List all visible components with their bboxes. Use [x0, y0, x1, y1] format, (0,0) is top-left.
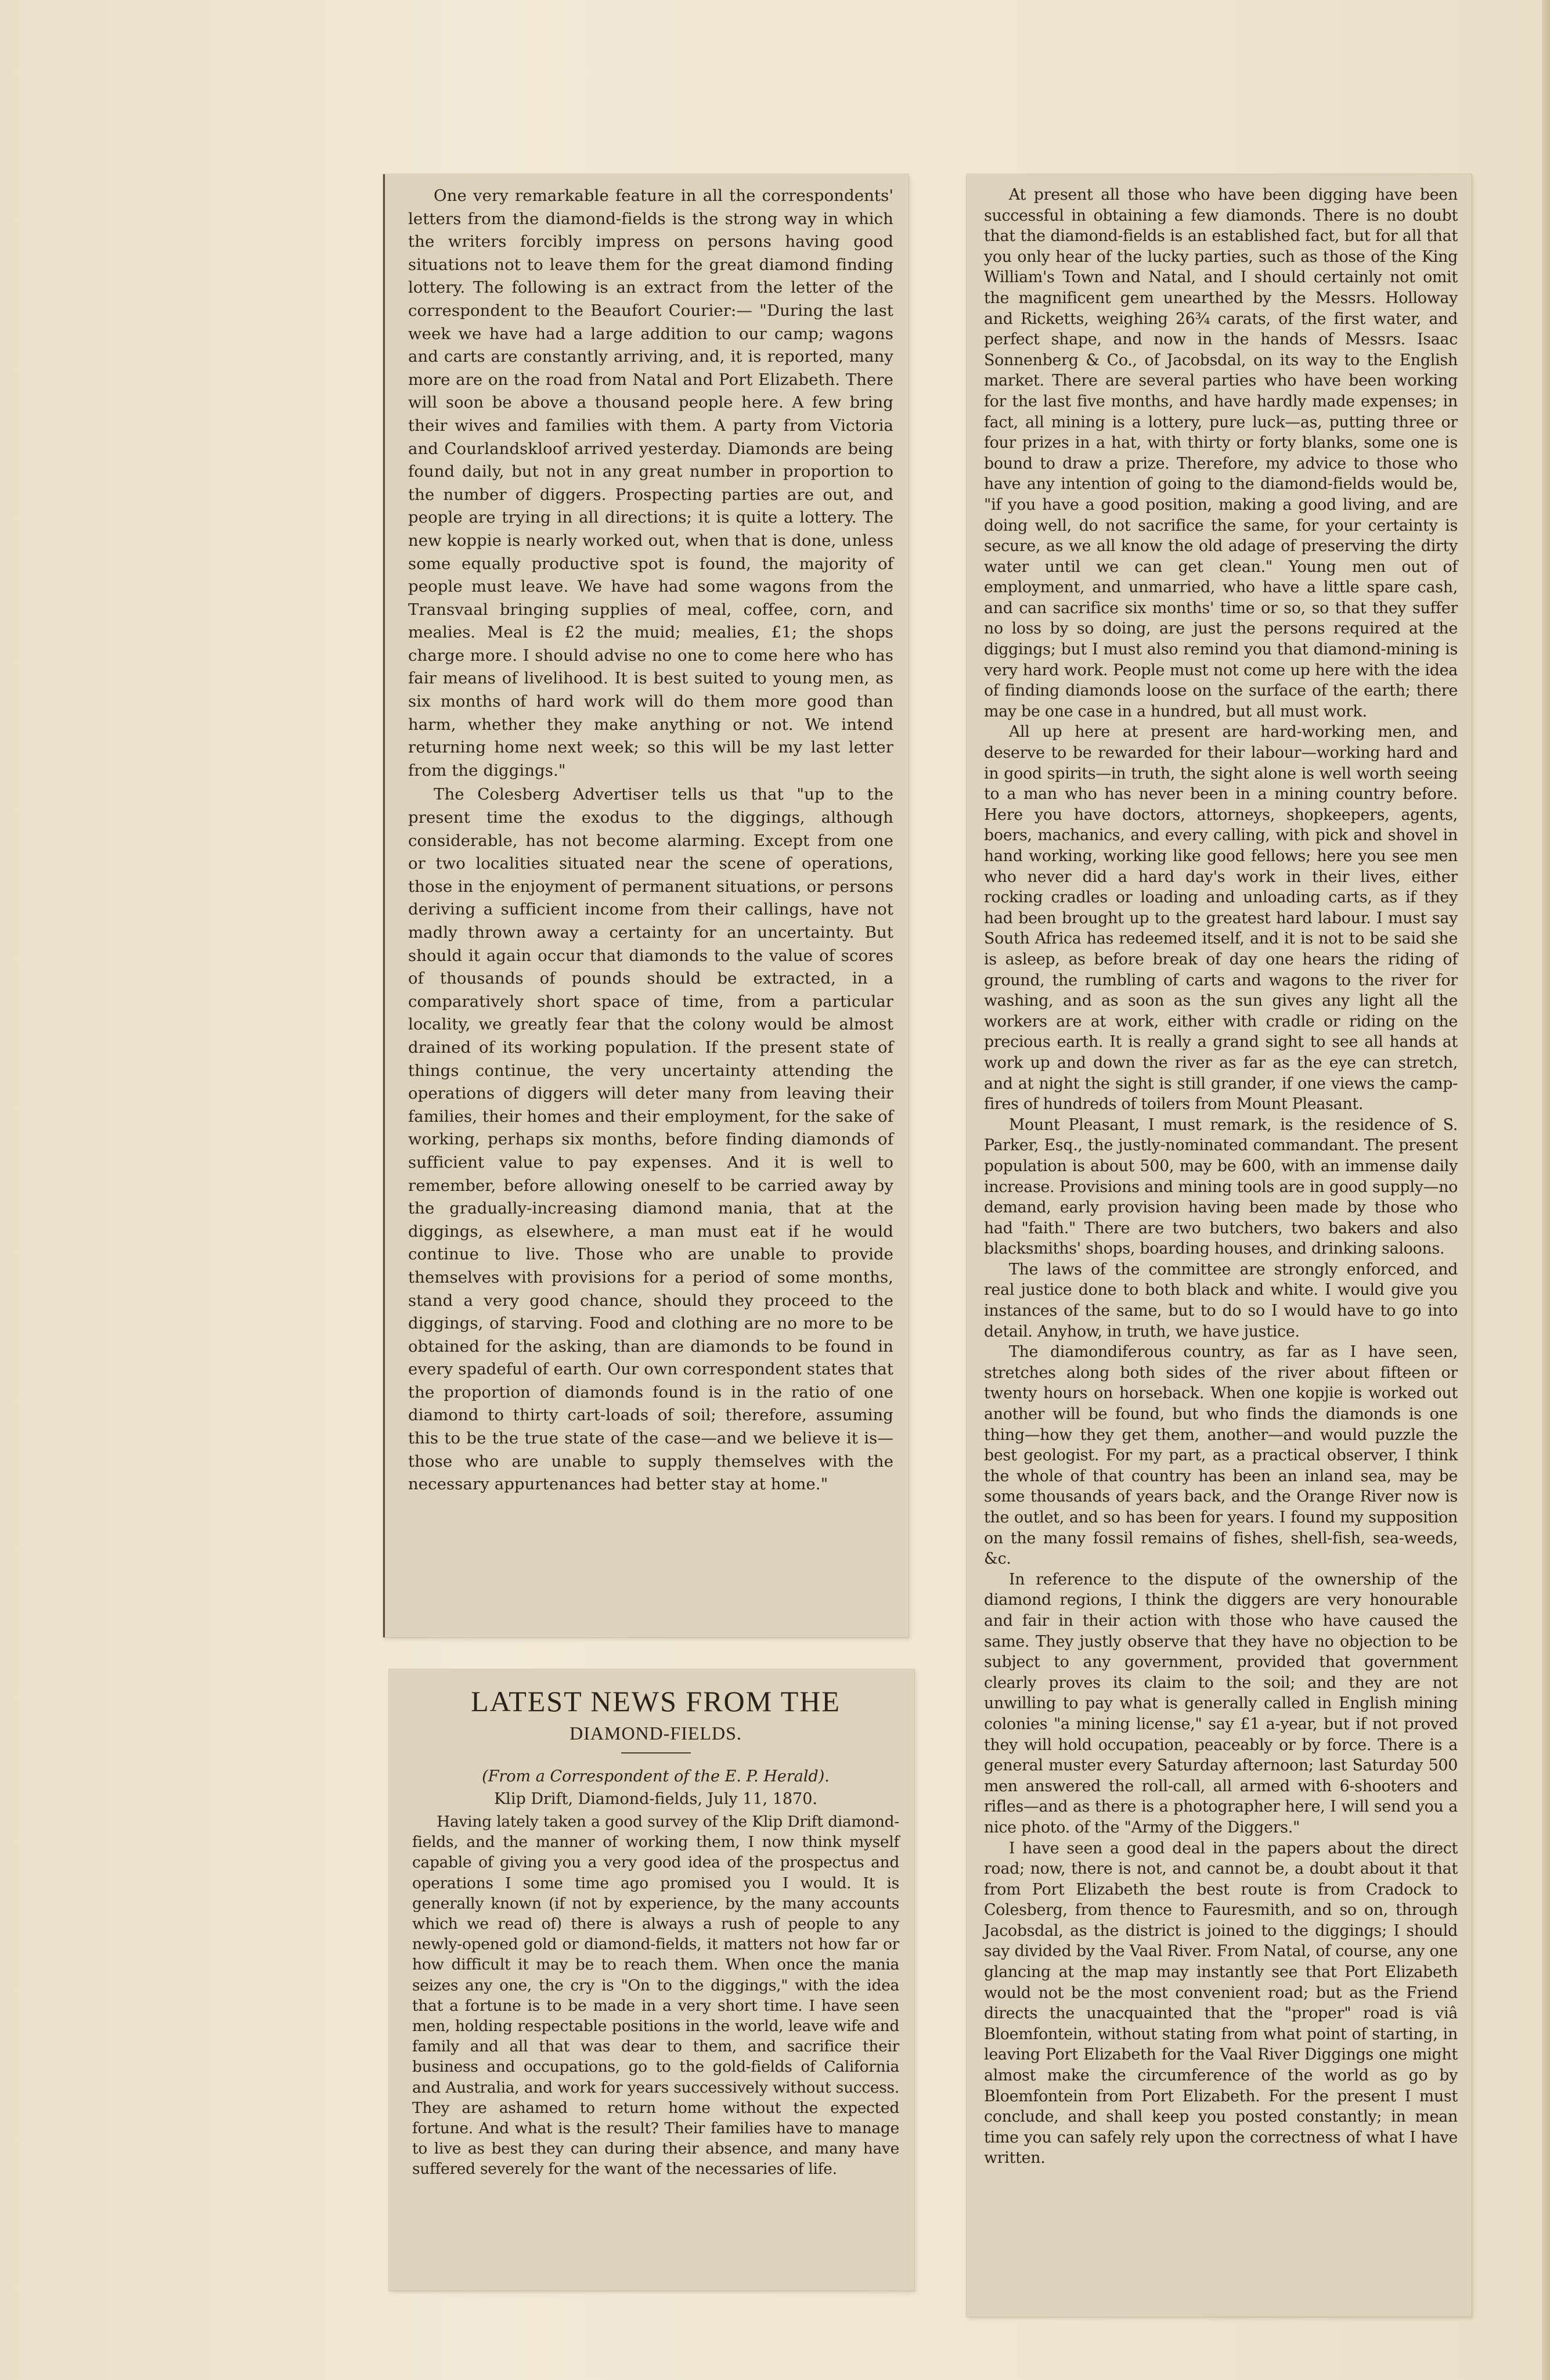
sheet-edge — [1542, 0, 1550, 2380]
editorial-paragraph-2: The Colesberg Advertiser tells us that "up to the present time the exodus to the diggings, although considerable, has not become alarming. Except from one or two localities situated near the scene of operations, those in the enjoyment of permanent situations, or persons deriving a sufficient income from their callings, have not madly thrown away a certainty for an uncertainty. But should it again occur that diamonds to the value of scores of thousands of pounds should be extracted, in a comparatively short space of time, from a particular locality, we greatly fear that the colony would be almost drained of its working population. If the present state of things continue, the very uncertainty attending the operations of diggers will deter many from leaving their families, their homes and their employment, for the sake of working, perhaps six months, before finding diamonds of sufficient value to pay expenses. And it is well to remember, before allowing oneself to be carried away by the gradually-increasing diamond mania, that at the diggings, as elsewhere, a man must eat if he would continue to live. Those who are unable to provide themselves with provisions for a period of some months, stand a very good chance, should they proceed to the diggings, of starving. Food and clothing are no more to be obtained for the asking, than are diamonds to be found in every spadeful of earth. Our own correspondent states that the proportion of diamonds found is in the ratio of one diamond to thirty cart-loads of soil; therefore, assuming this to be the true state of the case—and we believe it is—those who are unable to supply themselves with the necessary appurtenances had better stay at home." — [408, 785, 893, 1494]
article-paragraph-1: Having lately taken a good survey of the Klip Drift diamond-fields, and the manner of working them, I now think myself capable of giving you a very good idea of the prospectus and operations I some time ago promised you I would. It is generally known (if not by experience, by the many accounts which we read of) there is always a rush of people to any newly-opened gold or diamond-fields, it matters not how far or how difficult it may be to reach them. When once the mania seizes any one, the cry is "On to the diggings," with the idea that a fortune is to be made in a very short time. I have seen men, holding respectable positions in the world, leave wife and family and all that was dear to them, and sacrifice their business and occupations, go to the gold-fields of California and Australia, and work for years successively without success. They are ashamed to return home without the expected fortune. And what is the result? Their families have to manage to live as best they can during their absence, and many have suffered severely for the want of the necessaries of life. — [412, 1813, 899, 2179]
clipping-article-continued — [967, 174, 1472, 2317]
article-paragraph-4: Mount Pleasant, I must remark, is the residence of S. Parker, Esq., the justly-nominated commandant. The present population is about 500, may be 600, with an immense daily increase. Provisions and mining tools are in good supply—no demand, early provision having been made by those who had "faith." There are two butchers, two bakers and also blacksmiths' shops, boarding houses, and drinking saloons. — [984, 1115, 1458, 1258]
article-byline: (From a Correspondent of the E. P. Herald). — [482, 1767, 830, 1785]
article-paragraph-7: In reference to the dispute of the ownership of the diamond regions, I think the diggers are very honourable and fair in their action with those who have caused the same. They justly observe that they have no objection to be subject to any government, provided that government clearly proves its claim to the soil; and they are not unwilling to pay what is generally called in English mining colonies "a mining license," say £1 a-year, but if not proved they will hold occupation, peaceably or by force. There is a general muster every Saturday afternoon; last Saturday 500 men answered the roll-call, all armed with 6-shooters and rifles—and as there is a photographer here, I will send you a nice photo. of the "Army of the Diggers." — [984, 1570, 1458, 1837]
clipping-editorial — [383, 174, 909, 1637]
article-paragraph-3: All up here at present are hard-working men, and deserve to be rewarded for their labour—working hard and in good spirits—in truth, the sight alone is well worth seeing to a man who has never been in a mining country before. Here you have doctors, attorneys, shopkeepers, agents, boers, machanics, and every calling, with pick and shovel in hand working, working like good fellows; here you see men who never did a hard day's work in their lives, either rocking cradles or loading and unloading carts, as if they had been brought up to the greatest hard labour. I must say South Africa has redeemed itself, and it is not to be said she is asleep, as before break of day one hears the riding of ground, the rumbling of carts and wagons to the river for washing, and as soon as the sun gives any light all the workers are at work, either with cradle or riding on the precious earth. It is really a grand sight to see all hands at work up and down the river as far as the eye can stretch, and at night the sight is still grander, if one views the camp-fires of hundreds of toilers from Mount Pleasant. — [984, 723, 1458, 1114]
article-paragraph-2: At present all those who have been digging have been successful in obtaining a few diamonds. There is no doubt that the diamond-fields is an established fact, but for all that you only hear of the lucky parties, such as those of the King William's Town and Natal, and I should certainly not omit the magnificent gem unearthed by the Messrs. Holloway and Ricketts, weighing 26¾ carats, of the first water, and perfect shape, and now in the hands of Messrs. Isaac Sonnenberg & Co., of Jacobsdal, on its way to the English market. There are several parties who have been working for the last five months, and have hardly made expenses; in fact, all mining is a lottery, pure luck—as, putting three or four prizes in a hat, with thirty or forty blanks, some one is bound to draw a prize. Therefore, my advice to those who have any intention of going to the diamond-fields would be, "if you have a good position, making a good living, and are doing well, do not sacrifice the same, for your certainty is secure, as we all know the old adage of preserving the dirty water until we can get clean." Young men out of employment, and unmarried, who have a little spare cash, and can sacrifice six months' time or so, so that they suffer no loss by so doing, are just the persons required at the diggings; but I must also remind you that diamond-mining is very hard work. People must not come up here with the idea of finding diamonds loose on the surface of the earth; there may be one case in a hundred, but all must work. — [984, 186, 1458, 721]
headline-rule — [621, 1752, 691, 1754]
clipping-latest-news — [389, 1669, 914, 2291]
article-subheadline: DIAMOND-FIELDS. — [569, 1723, 742, 1744]
article-dateline: Klip Drift, Diamond-fields, July 11, 1870. — [494, 1790, 817, 1808]
article-paragraph-5: The laws of the committee are strongly enforced, and real justice done to both black and white. I would give you instances of the same, but to do so I would have to go into detail. Anyhow, in truth, we have justice. — [984, 1260, 1458, 1341]
article-headline: LATEST NEWS FROM THE — [471, 1685, 841, 1718]
editorial-paragraph-1: One very remarkable feature in all the correspondents' letters from the diamond-fields is the strong way in which the writers forcibly impress on persons having good situations not to leave them for the great diamond finding lottery. The following is an extract from the letter of the correspondent to the Beaufort Courier:— "During the last week we have had a large addition to our camp; wagons and carts are constantly arriving, and, it is reported, many more are on the road from Natal and Port Elizabeth. There will soon be above a thousand people here. A few bring their wives and families with them. A party from Victoria and Courlandskloof arrived yesterday. Diamonds are being found daily, but not in any great number in proportion to the number of diggers. Prospecting parties are out, and people are trying in all directions; it is quite a lottery. The new koppie is nearly worked out, when that is done, unless some equally productive spot is found, the majority of people must leave. We have had some wagons from the Transvaal bringing supplies of meal, coffee, corn, and mealies. Meal is £2 the muid; mealies, £1; the shops charge more. I should advise no one to come here who has fair means of livelihood. It is best suited to young men, as six months of hard work will do them more good than harm, whether they make anything or not. We intend returning home next week; so this will be my last letter from the diggings." — [408, 186, 893, 780]
article-paragraph-8: I have seen a good deal in the papers about the direct road; now, there is not, and cannot be, a doubt about it that from Port Elizabeth the best route is from Cradock to Colesberg, from thence to Fauresmith, and so on, through Jacobsdal, as the district is joined to the diggings; I should say divided by the Vaal River. From Natal, of course, any one glancing at the map may instantly see that Port Elizabeth would not be the most convenient road; but as the Friend directs the unacquainted that the "proper" road is viâ Bloemfontein, without stating from what point of starting, in leaving Port Elizabeth for the Vaal River Diggings one might almost make the circumference of the world as go by Bloemfontein from Port Elizabeth. For the present I must conclude, and shall keep you posted constantly; in mean time you can safely rely upon the correctness of what I have written. — [984, 1839, 1458, 2167]
article-paragraph-6: The diamondiferous country, as far as I have seen, stretches along both sides of the river about fifteen or twenty hours on horseback. When one kopjie is worked out another will be found, but who finds the diamonds is one thing—how they get them, another—and would puzzle the best geologist. For my part, as a practical observer, I think the whole of that country has been an inland sea, may be some thousands of years back, and the Orange River now is the outlet, and so has been for years. I found my supposition on the many fossil remains of fishes, shell-fish, sea-weeds, &c. — [984, 1343, 1458, 1568]
